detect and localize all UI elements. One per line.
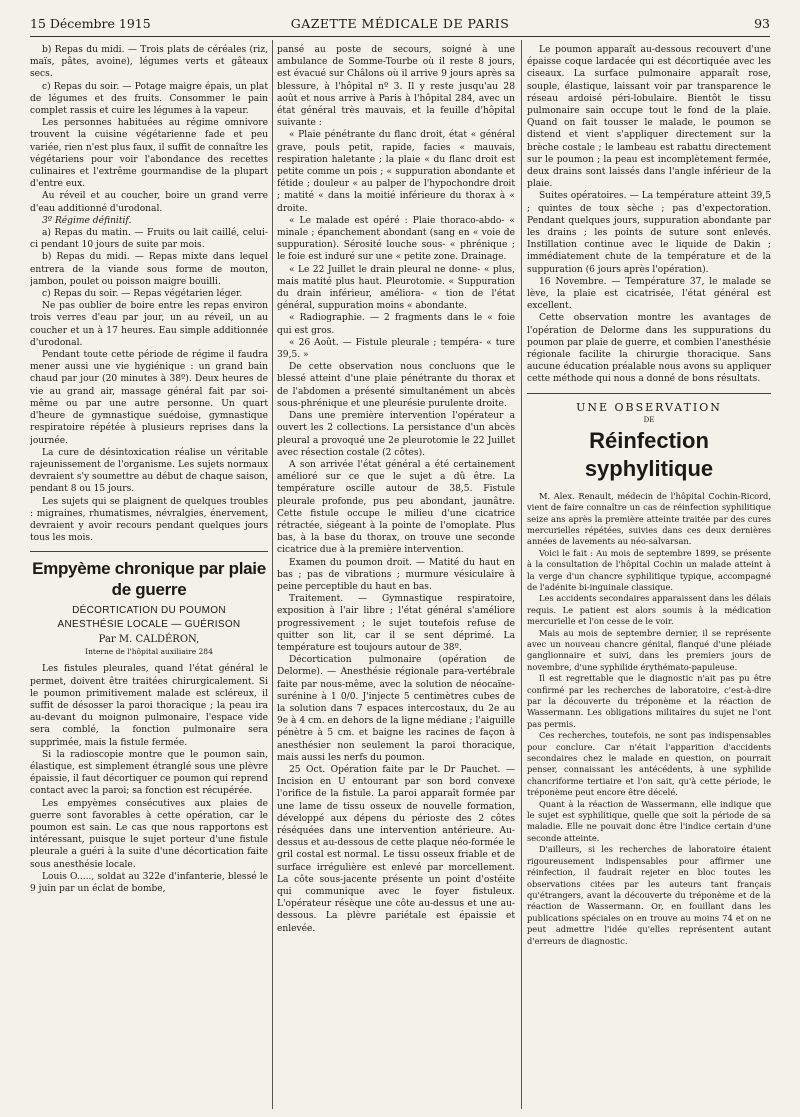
paragraph: Louis O....., soldat au 322e d'infanterie, blessé le 9 juin par un éclat de bombe,	[30, 871, 268, 894]
paragraph: Quant à la réaction de Wassermann, elle indique que le sujet est syphilitique, quelle que soit la période de sa maladie. Elle ne pouvait donc être l'indice certain d'une seconde atteinte.	[527, 798, 771, 843]
paragraph: Examen du poumon droit. — Matité du haut en bas ; pas de vibrations ; murmure vésiculaire à peine perceptible du haut en bas.	[277, 557, 515, 592]
paragraph: b) Repas du midi. — Repas mixte dans lequel entrera de la viande sous forme de mouton, jambon, poulet ou poisson maigre bouilli.	[30, 252, 268, 287]
paragraph: Si la radioscopie montre que le poumon sain, élastique, est simplement étranglé sous une plèvre épaissie, il faut décortiquer ce poumon qui reprend contact avec la paroi; sa fonction est récupérée.	[30, 749, 268, 797]
paragraph: Traitement. — Gymnastique respiratoire, exposition à l'air libre ; l'état général s'améliore progressivement ; le sujet toutefois refuse de quitter son lit, car il se sent déprimé. La température est toujours autour de 38º.	[277, 594, 515, 653]
paragraph: D'ailleurs, si les recherches de laboratoire étaient rigoureusement indispensables pour affirmer une réinfection, il faudrait rejeter en bloc toutes les observations citées par les auteurs tant français qu'étrangers, avant la découverte du tréponème et de la réaction de Wassermann. Or, en fouillant dans les publications spéciales on en trouve au moins 74 et on ne peut admettre l'idée qu'elles représentent autant d'erreurs de diagnostic.	[527, 844, 771, 946]
article-separator	[30, 551, 268, 552]
paragraph: Au réveil et au coucher, boire un grand verre d'eau additionné d'urodonal.	[30, 191, 268, 214]
paragraph: M. Alex. Renault, médecin de l'hôpital Cochin-Ricord, vient de faire connaître un cas de réinfection syphilitique seize ans après la première atteinte traitée par des cures mercurielles répétées, suivies dans ces deux dernières années de lavements au néo-salvarsan.	[527, 490, 771, 547]
article-title: Empyème chronique par plaie de guerre	[32, 559, 266, 600]
header-date: 15 Décembre 1915	[30, 16, 151, 31]
article-subtitle: DÉCORTICATION DU POUMON	[72, 605, 226, 617]
article-title: Réinfection syphylitique	[584, 427, 714, 481]
header-rule	[30, 36, 770, 37]
paragraph: Ces recherches, toutefois, ne sont pas indispensables pour conclure. Car n'était l'apparition d'accidents secondaires chez le malade en question, on pourrait penser, connaissant les antécédents, à une syphilide chancriforme tertiaire et l'on sait, qu'à cette période, le tréponème peut encore être décelé.	[527, 730, 771, 798]
quoted-paragraph: « Plaie pénétrante du flanc droit, état « général grave, pouls petit, rapide, facies « mauvais, respiration haletante ; la plaie « du flanc droit est petite comme un pois ; « suppuration abondante et fétide ; douleur « au palper de l'hypochondre droit ; matité « dans la moitié inférieure du thorax à « droite.	[277, 130, 515, 214]
paragraph: A son arrivée l'état général a été certainement amélioré sur ce que le sujet a dû être. La température oscille autour de 38,5. Fistule pleurale profonde, pus peu abondant, jaunâtre. Cette fistule occupe le milieu d'une cicatrice rétractée, siégeant à la pointe de l'omoplate. Plus bas, à la base du thorax, on trouve une seconde cicatrice due à la première intervention.	[277, 459, 515, 556]
paragraph: 25 Oct. Opération faite par le Dr Pauchet. — Incision en U entourant par son bord convexe l'orifice de la fistule. La paroi apparaît formée par une lame de tissu osseux de nouvelle formation, développé aux dépens du périoste des 2 côtes réséquées dans une intervention antérieure. Au-dessus et au-dessous de cette plaque néo-formée le gril costal est normal. Le tissu osseux friable et de surface irrégulière est enlevé par morcellement. La côte sous-jacente présente un point d'ostéite qui communique avec le foyer fistuleux. L'opérateur résèque une côte au-dessus et une au-dessous. La plèvre pariétale est épaissie et enlevée.	[277, 764, 515, 934]
paragraph: Ne pas oublier de boire entre les repas environ trois verres d'eau par jour, un au réveil, un au coucher et un à 17 heures. Eau simple additionnée d'urodonal.	[30, 301, 268, 348]
quoted-paragraph: « Le 22 Juillet le drain pleural ne donne- « plus, mais matité plus haut. Pleurotomie. « Suppuration du drain inférieur, améliora- « tion de l'état général, suppuration moins « abondante.	[277, 264, 515, 312]
section-heading: 3º Régime définitif.	[42, 215, 132, 226]
article-kicker: UNE OBSERVATION	[576, 400, 722, 414]
paragraph: Voici le fait : Au mois de septembre 1899, se présente à la consultation de l'hôpital Cochin un malade atteint à la verge d'un chancre syphilitique typique, accompagné de l'adénite bi-inguinale classique.	[527, 547, 771, 592]
paragraph: La cure de désintoxication réalise un véritable rajeunissement de l'organisme. Les sujets normaux devraient s'y soumettre au début de chaque saison, pendant 8 ou 15 jours.	[30, 447, 268, 495]
paragraph: Le poumon apparaît au-dessous recouvert d'une épaisse coque lardacée qui est décortiquée avec les ciseaux. La surface pulmonaire apparaît rose, souple, élastique, laissant voir par transparence le réseau ardoisé péri-lobulaire. Bientôt le tissu pulmonaire sain occupe tout le fond de la plaie. Quand on fait tousser le malade, le poumon se distend et vient s'appliquer directement sur la brèche costale ; le lambeau est rabattu directement sur le poumon ; la peau est incomplètement fermée, deux drains sont laissés dans l'angle inférieur de la plaie.	[527, 45, 771, 190]
quoted-paragraph: « 26 Août. — Fistule pleurale ; tempéra- « ture 39,5. »	[277, 337, 515, 361]
column-2	[277, 44, 515, 1109]
paragraph: Pendant toute cette période de régime il faudra mener aussi une vie hygiénique : un grand bain chaud par jour (20 minutes à 38º). Deux heures de vie au grand air, massage général fait par soi-même ou par une autre personne. Un quart d'heure de gymnastique suédoise, gymnastique respiratoire répétée à plusieurs reprises dans la journée.	[30, 350, 268, 446]
paragraph: Les accidents secondaires apparaissent dans les délais requis. Le patient est alors soumis à la médication mercurielle et l'on cesse de le voir.	[527, 593, 771, 627]
paragraph: c) Repas du soir. — Potage maigre épais, un plat de légumes et des fruits. Consommer le pain complet rassis et cuire les légumes à la vapeur.	[30, 81, 268, 117]
quoted-paragraph: « Radiographie. — 2 fragments dans le « foie qui est gros.	[277, 313, 515, 336]
paragraph: Mais au mois de septembre dernier, il se représente avec un nouveau chancre génital, flanqué d'une pléiade ganglionnaire et suivi, dans les premiers jours de novembre, d'une syphilide érythémato-papuleuse.	[527, 627, 771, 672]
paragraph: Il est regrettable que le diagnostic n'ait pas pu être confirmé par les recherches de laboratoire, c'est-à-dire par la découverte du tréponème et la réaction de Wassermann. Les obligations militaires du sujet ne l'ont pas permis.	[527, 673, 771, 729]
paragraph: Les empyèmes consécutives aux plaies de guerre sont favorables à cette opération, car le poumon est sain. Le cas que nous rapportons est intéressant, puisque le sujet porteur d'une fistule pleurale a guéri à la suite d'une décortication faite sous anesthésie locale.	[30, 798, 268, 870]
column-3	[527, 44, 771, 1109]
paragraph: b) Repas du midi. — Trois plats de céréales (riz, maïs, pâtes, avoine), légumes verts et gâteaux secs.	[30, 45, 268, 80]
column-1	[30, 44, 268, 1109]
paragraph: De cette observation nous concluons que le blessé atteint d'une plaie pénétrante du thorax et de l'abdomen a présenté simultanément un abcès sous-phrénique et une pleurésie purulente droite.	[277, 362, 515, 409]
paragraph: 16 Novembre. — Température 37, le malade se lève, la plaie est cicatrisée, l'état général est excellent.	[527, 276, 771, 312]
paragraph: pansé au poste de secours, soigné à une ambulance de Somme-Tourbe où il reste 8 jours, est évacué sur Châlons où il arrive 9 jours après sa blessure, à l'hôpital nº 3. Il y reste jusqu'au 28 août et nous arrive à Paris à l'hôpital 284, avec un état général très mauvais, et la feuille d'hôpital suivante :	[277, 45, 515, 129]
paragraph: Les fistules pleurales, quand l'état général le permet, doivent être traitées chirurgicalement. Si le poumon primitivement malade est scléreux, il suffit de désosser la paroi thoracique ; la peau ira au-devant du moignon pulmonaire, l'espace vide sera comblé, la fonction pulmonaire sera supprimée, mais la fistule fermée.	[30, 664, 268, 748]
page-header	[30, 12, 770, 36]
paragraph: Les personnes habituées au régime omnivore trouvent la cuisine végétarienne fade et peu variée, rien n'est plus faux, il suffit de connaître les végétariens pour voir l'abondance des recettes culinaires et l'extrême gourmandise de la plupart d'entre eux.	[30, 118, 268, 190]
article-separator	[527, 393, 771, 394]
article-kicker-de: DE	[643, 415, 655, 424]
paragraph: Les sujets qui se plaignent de quelques troubles : migraines, rhumatismes, névralgies, énervement, devraient y avoir recours pendant quelques jours tous les mois.	[30, 496, 268, 544]
article-subtitle: ANESTHÉSIE LOCALE — GUÉRISON	[57, 619, 241, 631]
author-affiliation: Interne de l'hôpital auxiliaire 284	[85, 647, 213, 657]
paragraph: Décortication pulmonaire (opération de Delorme). — Anesthésie régionale para-vertébrale faite par nous-même, avec la solution de néocaïne-surénine à 1 0/0. J'injecte 5 centimètres cubes de la solution dans 7 espaces intercostaux, du 2e au 9e à 4 cm. en dehors de la ligne médiane ; l'aiguille pénètre à 5 cm. et baigne les racines de façon à anesthésier non seulement la paroi thoracique, mais aussi les nerfs du poumon.	[277, 655, 515, 763]
article-author: Par M. CALDÉRON,	[98, 634, 200, 646]
paragraph: Suites opératoires. — La température atteint 39,5 ; quintes de toux sèche ; pas d'expectoration. Pendant quelques jours, suppuration abondante par les drains ; les points de suture sont enlevés. Instillation continue avec le liquide de Dakin ; immédiatement chute de la température et de la suppuration (6 jours après l'opération).	[527, 191, 771, 275]
column-divider	[521, 40, 522, 1109]
header-page-number: 93	[754, 16, 770, 31]
paragraph: Dans une première intervention l'opérateur a ouvert les 2 collections. La persistance d'un abcès pleural a provoqué une 2e pleurotomie le 22 Juillet avec résection costale (2 côtes).	[277, 411, 515, 458]
column-divider	[272, 40, 273, 1109]
paragraph: a) Repas du matin. — Fruits ou lait caillé, celui-ci pendant 10 jours de suite par mois.	[30, 228, 268, 251]
paragraph: c) Repas du soir. — Repas végétarien léger.	[42, 289, 243, 300]
header-journal-title: GAZETTE MÉDICALE DE PARIS	[290, 16, 510, 31]
paragraph: Cette observation montre les avantages de l'opération de Delorme dans les suppurations du poumon par plaie de guerre, et combien l'anesthésie régionale facilite la chirurgie thoracique. Sans aucune éducation préalable nous avons su appliquer cette méthode qui nous a donné de bons résultats.	[527, 313, 771, 385]
quoted-paragraph: « Le malade est opéré : Plaie thoraco-abdo- « minale ; épanchement abondant (sang en « voie de suppuration). Sérosité louche sous- « phrénique ; le foie est induré sur une « petite zone. Drainage.	[277, 215, 515, 263]
